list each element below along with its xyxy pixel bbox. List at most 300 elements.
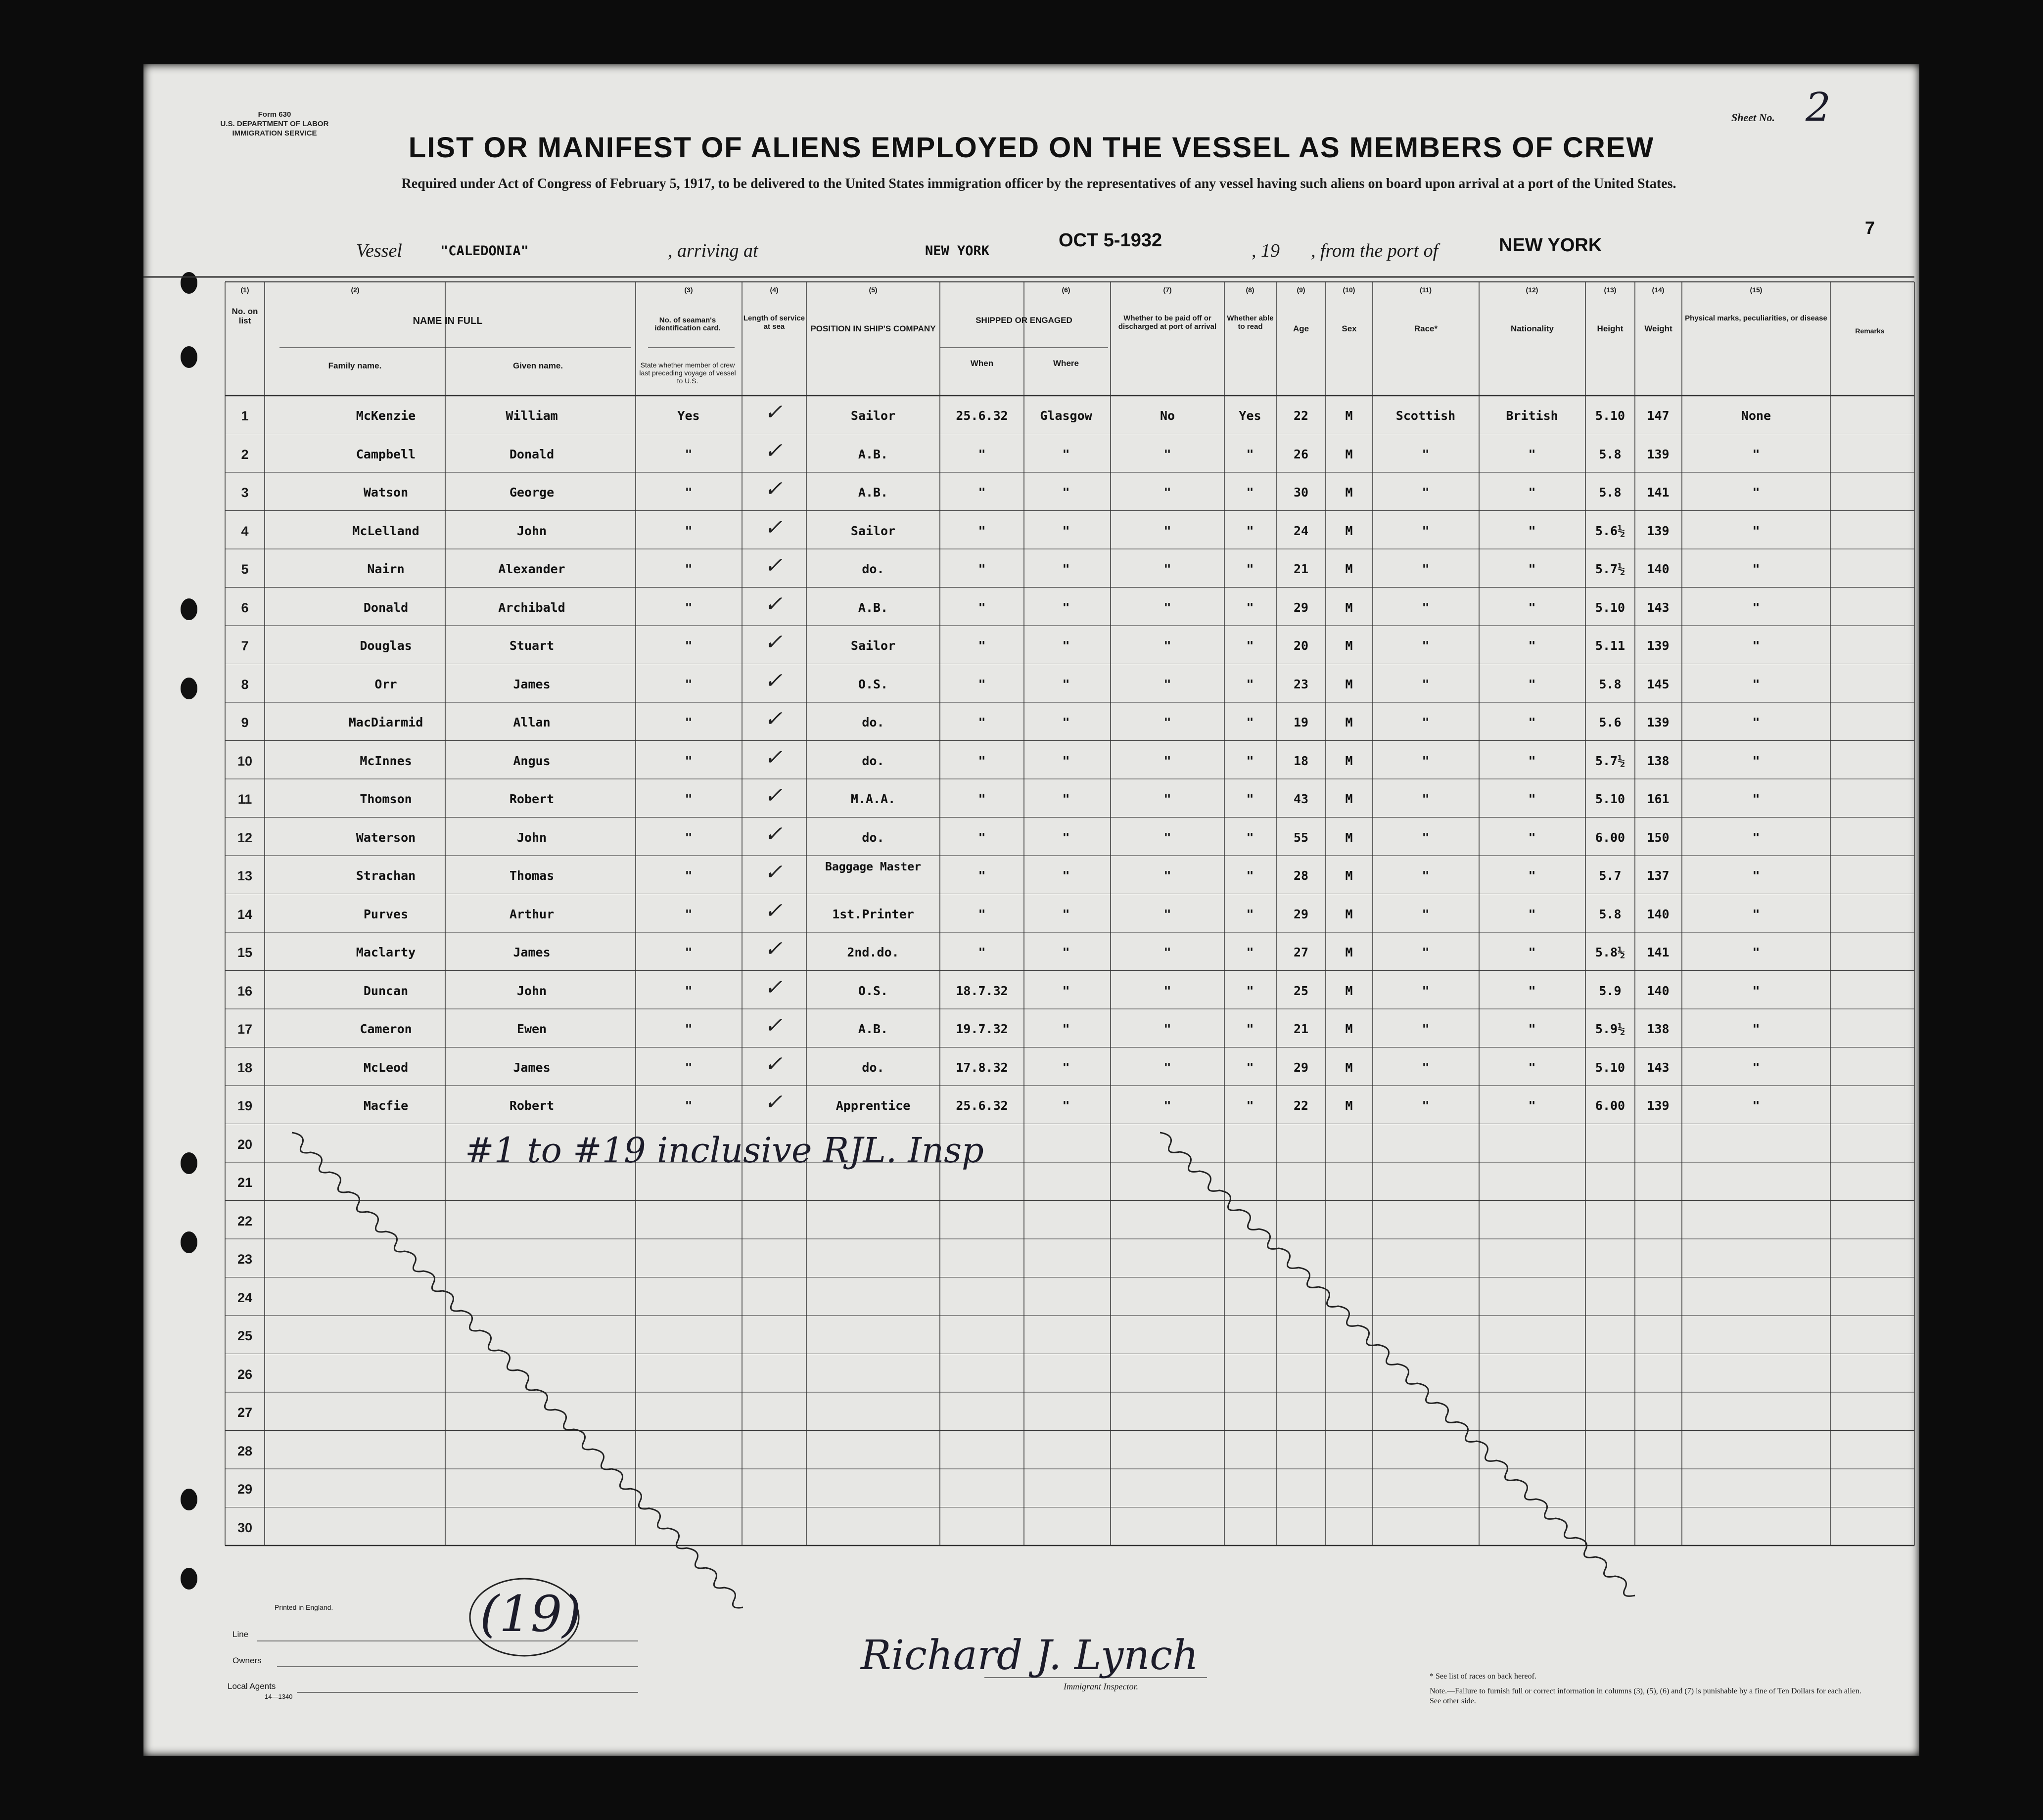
- year-label: , 19: [1252, 240, 1280, 261]
- empty-row-number: 24: [237, 1290, 253, 1305]
- header-shipped: SHIPPED OR ENGAGED: [975, 316, 1072, 325]
- given-name: Thomas: [509, 868, 555, 883]
- strike-squiggle-left: [292, 1133, 743, 1608]
- weight: 161: [1647, 792, 1670, 806]
- nationality: ": [1528, 600, 1536, 615]
- nationality: ": [1528, 907, 1536, 921]
- physical-marks: ": [1752, 562, 1760, 576]
- family-name: Watson: [363, 485, 409, 500]
- shipped-where: ": [1062, 485, 1070, 500]
- inclusive-note: #1 to #19 inclusive RJL. Insp: [465, 1130, 984, 1171]
- column-number: (11): [1419, 286, 1432, 294]
- physical-marks: ": [1752, 1060, 1760, 1075]
- race: ": [1422, 447, 1430, 461]
- vessel-name: "CALEDONIA": [440, 243, 529, 259]
- height: 5.9½: [1595, 1022, 1625, 1036]
- weight: 141: [1647, 485, 1670, 500]
- header-sex: Sex: [1342, 324, 1357, 333]
- seaman-card: ": [685, 792, 693, 806]
- page-subtitle: Required under Act of Congress of February 5, 1917, to be delivered to the United States immigration officer by the representatives of any vessel having such aliens on board upon arrival at a port of the United States.: [401, 176, 1676, 191]
- position: O.S.: [858, 677, 888, 691]
- check-mark-icon: ✓: [764, 400, 783, 425]
- sex: M: [1345, 523, 1353, 538]
- family-name: McKenzie: [356, 409, 416, 423]
- row-number: 14: [237, 907, 253, 922]
- family-name: Cameron: [360, 1022, 412, 1036]
- shipped-where: ": [1062, 868, 1070, 883]
- given-name: Archibald: [498, 600, 565, 615]
- shipped-where: ": [1062, 1060, 1070, 1075]
- empty-row-number: 23: [237, 1252, 253, 1267]
- seaman-card: ": [685, 1098, 693, 1113]
- sex: M: [1345, 485, 1353, 500]
- age: 19: [1293, 715, 1309, 729]
- shipped-when: 17.8.32: [956, 1060, 1008, 1075]
- position: do.: [862, 1060, 884, 1075]
- row-number: 3: [241, 485, 249, 500]
- physical-marks: ": [1752, 983, 1760, 998]
- check-mark-icon: ✓: [764, 476, 783, 501]
- height: 5.8: [1599, 447, 1622, 461]
- row-number: 13: [237, 868, 253, 883]
- sex: M: [1345, 409, 1353, 423]
- weight: 140: [1647, 562, 1670, 576]
- able-to-read: ": [1246, 907, 1254, 921]
- nationality: ": [1528, 638, 1536, 653]
- age: 20: [1293, 638, 1309, 653]
- able-to-read: ": [1246, 1098, 1254, 1113]
- check-mark-icon: ✓: [764, 936, 783, 961]
- check-mark-icon: ✓: [764, 1013, 783, 1038]
- shipped-when: ": [978, 600, 986, 615]
- able-to-read: ": [1246, 983, 1254, 998]
- position: O.S.: [858, 983, 888, 998]
- shipped-when: 25.6.32: [956, 1098, 1008, 1113]
- shipped-where: ": [1062, 792, 1070, 806]
- given-name: Ewen: [516, 1022, 547, 1036]
- header-position: POSITION IN SHIP'S COMPANY: [810, 324, 936, 333]
- column-number: (2): [351, 286, 360, 294]
- header-height: Height: [1597, 324, 1624, 333]
- shipped-when: ": [978, 677, 986, 691]
- header-able-to-read: Whether able to read: [1227, 314, 1274, 331]
- nationality: ": [1528, 1060, 1536, 1075]
- paid-off: ": [1163, 715, 1171, 729]
- nationality: ": [1528, 830, 1536, 845]
- shipped-where: ": [1062, 753, 1070, 768]
- age: 22: [1293, 409, 1309, 423]
- age: 21: [1293, 562, 1309, 576]
- position: Sailor: [850, 523, 896, 538]
- able-to-read: ": [1246, 945, 1254, 959]
- shipped-when: ": [978, 638, 986, 653]
- paid-off: ": [1163, 1022, 1171, 1036]
- position: 1st.Printer: [832, 907, 914, 921]
- able-to-read: ": [1246, 638, 1254, 653]
- sex: M: [1345, 792, 1353, 806]
- height: 5.9: [1599, 983, 1622, 998]
- shipped-when: ": [978, 792, 986, 806]
- check-mark-icon: ✓: [764, 898, 783, 923]
- paid-off: ": [1163, 792, 1171, 806]
- race: ": [1422, 562, 1430, 576]
- check-mark-icon: ✓: [764, 630, 783, 655]
- sex: M: [1345, 983, 1353, 998]
- given-name: James: [513, 677, 551, 691]
- family-name: Douglas: [360, 638, 412, 653]
- paid-off: ": [1163, 1098, 1171, 1113]
- able-to-read: Yes: [1239, 409, 1261, 423]
- column-number: (5): [869, 286, 878, 294]
- from-port-label: , from the port of: [1311, 240, 1439, 261]
- check-mark-icon: ✓: [764, 668, 783, 693]
- height: 5.8: [1599, 907, 1622, 921]
- race: ": [1422, 638, 1430, 653]
- nationality: ": [1528, 868, 1536, 883]
- nationality: ": [1528, 792, 1536, 806]
- family-name: Purves: [363, 907, 409, 921]
- column-number: (9): [1297, 286, 1305, 294]
- department-label: U.S. DEPARTMENT OF LABOR: [220, 120, 329, 128]
- able-to-read: ": [1246, 677, 1254, 691]
- check-mark-icon: ✓: [764, 591, 783, 617]
- physical-marks: ": [1752, 907, 1760, 921]
- shipped-where: ": [1062, 523, 1070, 538]
- physical-marks: ": [1752, 715, 1760, 729]
- position: Sailor: [850, 638, 896, 653]
- given-name: Arthur: [509, 907, 555, 921]
- physical-marks: None: [1741, 409, 1771, 423]
- age: 25: [1293, 983, 1309, 998]
- race: ": [1422, 945, 1430, 959]
- family-name: Donald: [363, 600, 409, 615]
- position: A.B.: [858, 1022, 888, 1036]
- paid-off: ": [1163, 868, 1171, 883]
- weight: 143: [1647, 600, 1670, 615]
- given-name: George: [509, 485, 555, 500]
- position: A.B.: [858, 600, 888, 615]
- weight: 141: [1647, 945, 1670, 959]
- family-name: McInnes: [360, 753, 412, 768]
- weight: 138: [1647, 1022, 1670, 1036]
- given-name: Robert: [509, 1098, 555, 1113]
- seaman-card: ": [685, 945, 693, 959]
- paid-off: ": [1163, 907, 1171, 921]
- weight: 140: [1647, 983, 1670, 998]
- paid-off: ": [1163, 485, 1171, 500]
- row-number: 1: [241, 409, 249, 423]
- weight: 139: [1647, 638, 1670, 653]
- physical-marks: ": [1752, 753, 1760, 768]
- height: 5.10: [1595, 1060, 1625, 1075]
- header-length-service: Length of service at sea: [743, 314, 805, 331]
- sheet-number-label: Sheet No.: [1731, 111, 1775, 124]
- paid-off: ": [1163, 600, 1171, 615]
- race: ": [1422, 523, 1430, 538]
- race: ": [1422, 715, 1430, 729]
- shipped-where: ": [1062, 1098, 1070, 1113]
- column-number: (15): [1750, 286, 1763, 294]
- shipped-when: ": [978, 523, 986, 538]
- weight: 137: [1647, 868, 1670, 883]
- seaman-card: ": [685, 1060, 693, 1075]
- paid-off: ": [1163, 830, 1171, 845]
- corner-number: 7: [1865, 218, 1875, 238]
- column-number: (3): [684, 286, 693, 294]
- shipped-where: ": [1062, 677, 1070, 691]
- height: 5.11: [1595, 638, 1625, 653]
- race: ": [1422, 1060, 1430, 1075]
- able-to-read: ": [1246, 600, 1254, 615]
- header-age: Age: [1293, 324, 1309, 333]
- given-name: James: [513, 1060, 551, 1075]
- shipped-when: ": [978, 868, 986, 883]
- family-name: Macfie: [363, 1098, 409, 1113]
- shipped-when: 25.6.32: [956, 409, 1008, 423]
- height: 5.8: [1599, 485, 1622, 500]
- seaman-card: ": [685, 753, 693, 768]
- age: 30: [1293, 485, 1309, 500]
- age: 29: [1293, 907, 1309, 921]
- empty-row-number: 22: [237, 1213, 253, 1228]
- check-mark-icon: ✓: [764, 1051, 783, 1077]
- paid-off: ": [1163, 753, 1171, 768]
- position: do.: [862, 830, 884, 845]
- shipped-when: ": [978, 447, 986, 461]
- row-number: 17: [237, 1022, 253, 1037]
- weight: 139: [1647, 447, 1670, 461]
- given-name: Angus: [513, 753, 551, 768]
- row-number: 5: [241, 562, 249, 577]
- given-name: James: [513, 945, 551, 959]
- given-name: John: [516, 523, 547, 538]
- sex: M: [1345, 830, 1353, 845]
- check-mark-icon: ✓: [764, 821, 783, 847]
- shipped-where: ": [1062, 1022, 1070, 1036]
- header-when: When: [970, 359, 994, 368]
- age: 26: [1293, 447, 1309, 461]
- paid-off: ": [1163, 562, 1171, 576]
- age: 43: [1293, 792, 1309, 806]
- shipped-where: ": [1062, 600, 1070, 615]
- row-number: 19: [237, 1098, 253, 1113]
- header-paid-off: Whether to be paid off or discharged at port of arrival: [1118, 314, 1217, 331]
- shipped-where: ": [1062, 715, 1070, 729]
- owners-label: Owners: [232, 1656, 262, 1665]
- column-number: (1): [240, 286, 249, 294]
- given-name: John: [516, 830, 547, 845]
- height: 5.7: [1599, 868, 1622, 883]
- shipped-when: ": [978, 753, 986, 768]
- position: do.: [862, 715, 884, 729]
- seaman-card: ": [685, 907, 693, 921]
- shipped-where: ": [1062, 638, 1070, 653]
- race: Scottish: [1395, 409, 1456, 423]
- race: ": [1422, 868, 1430, 883]
- given-name: Donald: [509, 447, 555, 461]
- inspector-signature: Richard J. Lynch: [861, 1632, 1199, 1679]
- header-family-name: Family name.: [328, 361, 382, 370]
- penalty-note: Note.—Failure to furnish full or correct information in columns (3), (5), (6) and (7) is punishable by a fine of Ten Dollars for each alien. See other side.: [1430, 1687, 1861, 1705]
- column-number: (6): [1062, 286, 1070, 294]
- height: 5.10: [1595, 600, 1625, 615]
- family-name: McLelland: [352, 523, 419, 538]
- position: M.A.A.: [850, 792, 896, 806]
- race: ": [1422, 983, 1430, 998]
- row-number: 7: [241, 638, 249, 653]
- shipped-when: ": [978, 945, 986, 959]
- family-name: Strachan: [356, 868, 416, 883]
- row-number: 10: [237, 753, 253, 769]
- able-to-read: ": [1246, 1022, 1254, 1036]
- given-name: Robert: [509, 792, 555, 806]
- given-name: Alexander: [498, 562, 565, 576]
- arriving-port: NEW YORK: [925, 243, 990, 259]
- signature-caption: Immigrant Inspector.: [1064, 1682, 1138, 1691]
- weight: 145: [1647, 677, 1670, 691]
- physical-marks: ": [1752, 1022, 1760, 1036]
- able-to-read: ": [1246, 753, 1254, 768]
- local-agents-code: 14—1340: [265, 1693, 293, 1700]
- sex: M: [1345, 1022, 1353, 1036]
- header-name-in-full: NAME IN FULL: [413, 316, 483, 326]
- age: 18: [1293, 753, 1309, 768]
- nationality: ": [1528, 715, 1536, 729]
- age: 23: [1293, 677, 1309, 691]
- age: 22: [1293, 1098, 1309, 1113]
- family-name: Campbell: [356, 447, 416, 461]
- height: 5.8½: [1595, 945, 1625, 959]
- sex: M: [1345, 562, 1353, 576]
- shipped-when: ": [978, 830, 986, 845]
- height: 5.7½: [1595, 562, 1625, 576]
- age: 29: [1293, 600, 1309, 615]
- service-label: IMMIGRATION SERVICE: [232, 129, 317, 137]
- shipped-when: ": [978, 562, 986, 576]
- sex: M: [1345, 600, 1353, 615]
- seaman-card: ": [685, 1022, 693, 1036]
- physical-marks: ": [1752, 485, 1760, 500]
- empty-row-number: 21: [237, 1175, 253, 1190]
- sex: M: [1345, 447, 1353, 461]
- header-nationality: Nationality: [1511, 324, 1554, 333]
- able-to-read: ": [1246, 447, 1254, 461]
- weight: 150: [1647, 830, 1670, 845]
- physical-marks: ": [1752, 868, 1760, 883]
- height: 6.00: [1595, 830, 1625, 845]
- position: Baggage Master: [825, 861, 921, 873]
- column-number: (14): [1652, 286, 1665, 294]
- physical-marks: ": [1752, 677, 1760, 691]
- row-number: 8: [241, 677, 249, 692]
- weight: 139: [1647, 1098, 1670, 1113]
- shipped-where: ": [1062, 983, 1070, 998]
- able-to-read: ": [1246, 562, 1254, 576]
- position: 2nd.do.: [847, 945, 899, 959]
- height: 5.10: [1595, 409, 1625, 423]
- seaman-card: ": [685, 485, 693, 500]
- row-number: 9: [241, 715, 249, 730]
- able-to-read: ": [1246, 485, 1254, 500]
- seaman-card: ": [685, 600, 693, 615]
- race: ": [1422, 907, 1430, 921]
- nationality: ": [1528, 945, 1536, 959]
- seaman-card: ": [685, 562, 693, 576]
- seaman-card: ": [685, 677, 693, 691]
- vessel-label: Vessel: [356, 240, 402, 261]
- seaman-card: ": [685, 715, 693, 729]
- age: 24: [1293, 523, 1309, 538]
- header-physical-marks: Physical marks, peculiarities, or disease: [1685, 314, 1827, 322]
- family-name: McLeod: [363, 1060, 409, 1075]
- race: ": [1422, 830, 1430, 845]
- paid-off: ": [1163, 638, 1171, 653]
- paid-off: ": [1163, 1060, 1171, 1075]
- weight: 139: [1647, 715, 1670, 729]
- able-to-read: ": [1246, 523, 1254, 538]
- check-mark-icon: ✓: [764, 1090, 783, 1115]
- position: A.B.: [858, 485, 888, 500]
- column-number: (13): [1604, 286, 1617, 294]
- form-number: Form 630: [258, 110, 291, 119]
- weight: 147: [1647, 409, 1670, 423]
- column-number: (12): [1526, 286, 1538, 294]
- shipped-where: ": [1062, 907, 1070, 921]
- empty-row-number: 25: [237, 1328, 253, 1343]
- row-number: 18: [237, 1060, 253, 1075]
- check-mark-icon: ✓: [764, 974, 783, 1000]
- header-seaman-card-note: State whether member of crew last preceding voyage of vessel to U.S.: [639, 361, 736, 385]
- height: 5.8: [1599, 677, 1622, 691]
- able-to-read: ": [1246, 792, 1254, 806]
- check-mark-icon: ✓: [764, 438, 783, 463]
- physical-marks: ": [1752, 945, 1760, 959]
- weight: 139: [1647, 523, 1670, 538]
- weight: 143: [1647, 1060, 1670, 1075]
- shipped-when: ": [978, 907, 986, 921]
- shipped-when: ": [978, 715, 986, 729]
- able-to-read: ": [1246, 715, 1254, 729]
- age: 28: [1293, 868, 1309, 883]
- shipped-where: ": [1062, 562, 1070, 576]
- sex: M: [1345, 638, 1353, 653]
- sex: M: [1345, 868, 1353, 883]
- header-where: Where: [1053, 359, 1079, 368]
- family-name: Maclarty: [356, 945, 416, 959]
- height: 5.6: [1599, 715, 1622, 729]
- sex: M: [1345, 907, 1353, 921]
- row-number: 4: [241, 523, 249, 539]
- physical-marks: ": [1752, 600, 1760, 615]
- arriving-label: , arriving at: [668, 240, 758, 261]
- paid-off: ": [1163, 983, 1171, 998]
- header-weight: Weight: [1644, 324, 1672, 333]
- height: 6.00: [1595, 1098, 1625, 1113]
- race: ": [1422, 485, 1430, 500]
- empty-row-number: 20: [237, 1137, 253, 1152]
- from-port-value: NEW YORK: [1499, 235, 1602, 256]
- family-name: Orr: [374, 677, 397, 691]
- given-name: Allan: [513, 715, 551, 729]
- position: do.: [862, 562, 884, 576]
- check-mark-icon: ✓: [764, 706, 783, 731]
- age: 55: [1293, 830, 1309, 845]
- paid-off: ": [1163, 447, 1171, 461]
- sex: M: [1345, 945, 1353, 959]
- position: A.B.: [858, 447, 888, 461]
- nationality: ": [1528, 523, 1536, 538]
- given-name: John: [516, 983, 547, 998]
